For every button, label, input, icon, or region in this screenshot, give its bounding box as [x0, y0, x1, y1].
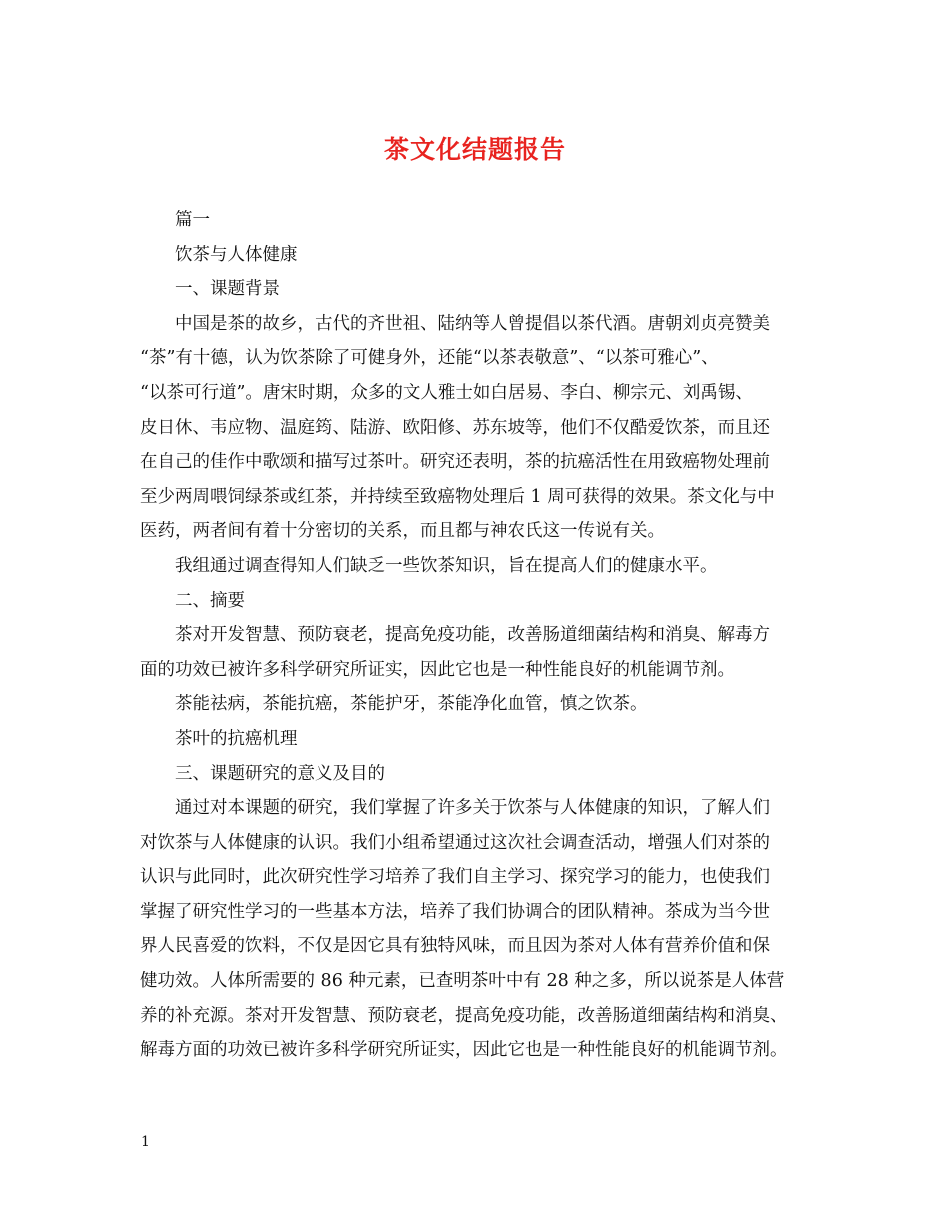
paragraph-line: 通过对本课题的研究，我们掌握了许多关于饮茶与人体健康的知识，了解人们 — [175, 798, 770, 819]
paragraph-line: “以茶可行道”。唐宋时期，众多的文人雅士如白居易、李白、柳宗元、刘禹锡、 — [140, 382, 753, 403]
paragraph-line: 茶对开发智慧、预防衰老，提高免疫功能，改善肠道细菌结构和消臭、解毒方 — [175, 625, 770, 646]
paragraph-line: 面的功效已被许多科学研究所证实，因此它也是一种性能良好的机能调节剂。 — [140, 659, 735, 680]
paragraph-line: 在自己的佳作中歌颂和描写过茶叶。研究还表明，茶的抗癌活性在用致癌物处理前 — [140, 452, 770, 473]
section-heading-significance: 三、课题研究的意义及目的 — [175, 763, 385, 784]
section-heading-abstract: 二、摘要 — [175, 590, 245, 611]
paragraph-line: 中国是茶的故乡，古代的齐世祖、陆纳等人曾提倡以茶代酒。唐朝刘贞亮赞美 — [175, 313, 770, 334]
paragraph-line: 我组通过调查得知人们缺乏一些饮茶知识，旨在提高人们的健康水平。 — [175, 555, 718, 576]
paragraph-line: 界人民喜爱的饮料，不仅是因它具有独特风味，而且因为茶对人体有营养价值和保 — [140, 936, 770, 957]
paragraph-line: 健功效。人体所需要的 86 种元素，已查明茶叶中有 28 种之多，所以说茶是人体营 — [140, 971, 785, 992]
paragraph-line: 解毒方面的功效已被许多科学研究所证实，因此它也是一种性能良好的机能调节剂。 — [140, 1040, 788, 1061]
paragraph-line: 皮日休、韦应物、温庭筠、陆游、欧阳修、苏东坡等，他们不仅酷爱饮茶，而且还 — [140, 417, 770, 438]
paragraph-line: 对饮茶与人体健康的认识。我们小组希望通过这次社会调查活动，增强人们对茶的 — [140, 832, 770, 853]
section-heading-background: 一、课题背景 — [175, 279, 280, 300]
paragraph-line: 至少两周喂饲绿茶或红茶，并持续至致癌物处理后 1 周可获得的效果。茶文化与中 — [140, 486, 775, 507]
paragraph-line: 医药，两者间有着十分密切的关系，而且都与神农氏这一传说有关。 — [140, 521, 665, 542]
paragraph-line: 掌握了研究性学习的一些基本方法，培养了我们协调合的团队精神。茶成为当今世 — [140, 901, 770, 922]
page-title: 茶文化结题报告 — [383, 135, 566, 164]
subheading-anticancer-mechanism: 茶叶的抗癌机理 — [175, 728, 298, 749]
paragraph-line: 养的补充源。茶对开发智慧、预防衰老，提高免疫功能，改善肠道细菌结构和消臭、 — [140, 1005, 788, 1026]
section-label-part-one: 篇一 — [175, 210, 210, 230]
paragraph-line: 茶能祛病，茶能抗癌，茶能护牙，茶能净化血管，慎之饮茶。 — [175, 694, 648, 715]
topic-heading: 饮茶与人体健康 — [175, 244, 298, 265]
paragraph-line: “茶”有十德，认为饮茶除了可健身外，还能“以茶表敬意”、“以茶可雅心”、 — [140, 348, 719, 369]
page-number: 1 — [141, 1134, 150, 1150]
document-body — [140, 203, 812, 1068]
paragraph-line: 认识与此同时，此次研究性学习培养了我们自主学习、探究学习的能力，也使我们 — [140, 867, 770, 888]
